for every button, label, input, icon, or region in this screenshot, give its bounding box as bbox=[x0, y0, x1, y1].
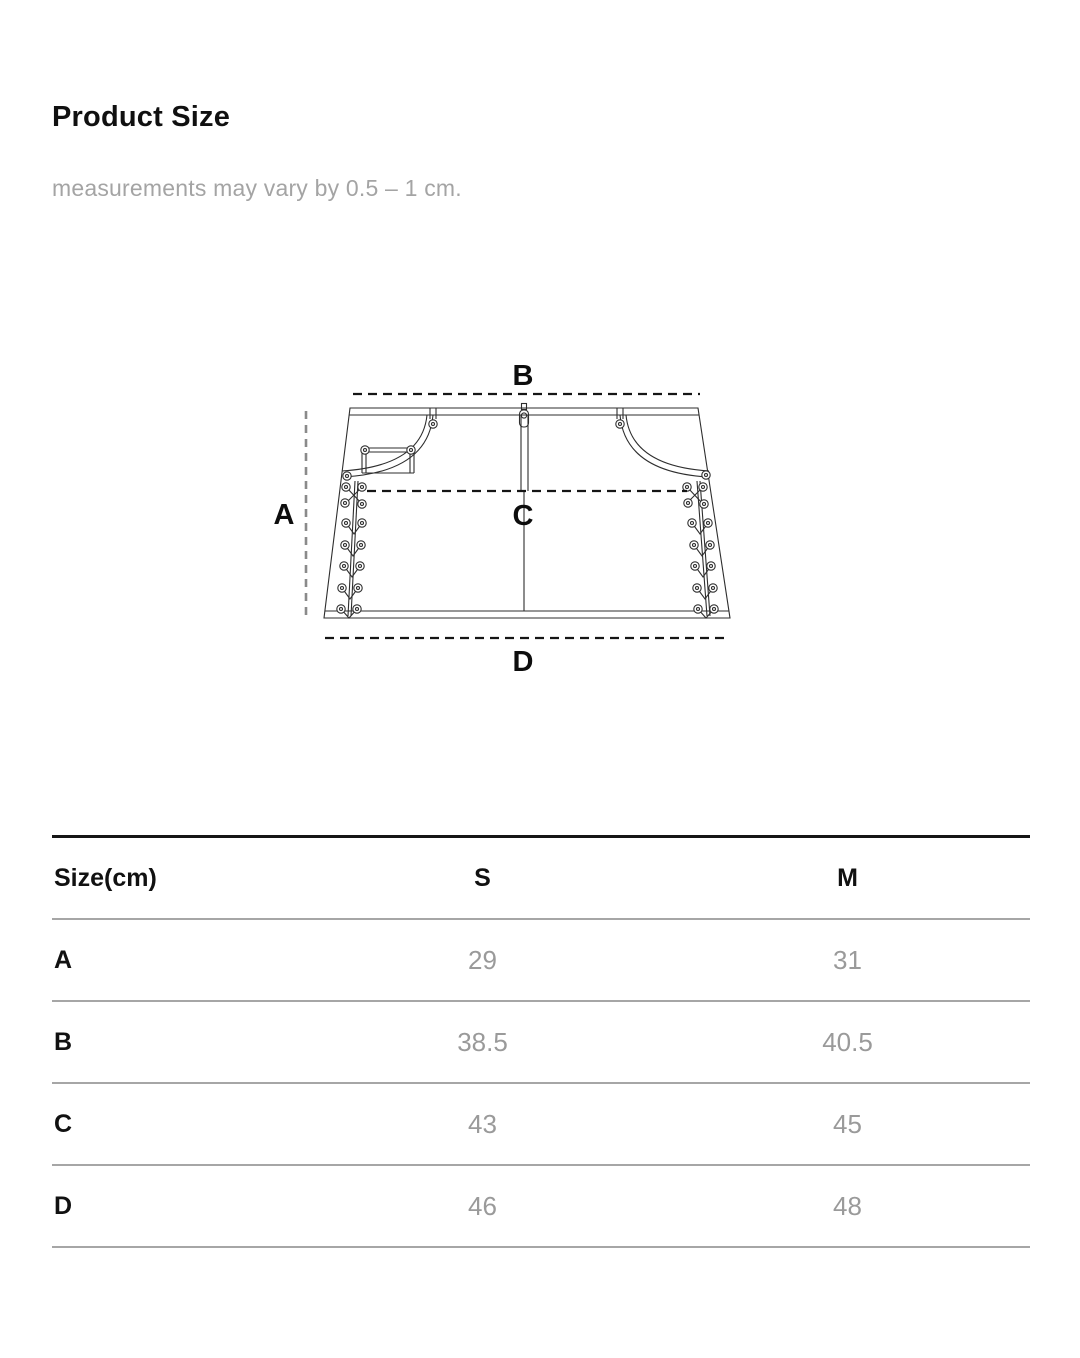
skirt-measurement-diagram bbox=[0, 350, 1080, 690]
measure-label-c: C bbox=[512, 500, 534, 532]
size-table-row-b bbox=[52, 1002, 1030, 1084]
size-table-row-a bbox=[52, 920, 1030, 1002]
value-s: 46 bbox=[468, 1190, 497, 1221]
measure-label-b: B bbox=[512, 360, 534, 392]
zipper bbox=[520, 404, 529, 492]
size-table-row-c bbox=[52, 1084, 1030, 1166]
rivets bbox=[343, 420, 710, 480]
size-table-header-size: Size(cm) bbox=[54, 863, 157, 892]
row-label: B bbox=[54, 1027, 73, 1056]
row-label: D bbox=[54, 1191, 73, 1220]
row-label: C bbox=[54, 1109, 73, 1138]
value-m: 45 bbox=[833, 1108, 862, 1139]
left-lace-up bbox=[337, 481, 366, 618]
value-m: 40.5 bbox=[822, 1026, 873, 1057]
value-s: 29 bbox=[468, 944, 497, 975]
value-m: 48 bbox=[833, 1190, 862, 1221]
size-table bbox=[52, 835, 1030, 1248]
size-table-header-s: S bbox=[474, 863, 491, 892]
value-m: 31 bbox=[833, 944, 862, 975]
page-title: Product Size bbox=[52, 101, 231, 133]
size-table-header-row bbox=[52, 838, 1030, 920]
value-s: 43 bbox=[468, 1108, 497, 1139]
value-s: 38.5 bbox=[457, 1026, 508, 1057]
measure-label-d: D bbox=[512, 646, 534, 678]
row-label: A bbox=[54, 945, 73, 974]
size-table-header-m: M bbox=[837, 863, 858, 892]
right-pocket bbox=[620, 415, 709, 477]
left-pocket bbox=[342, 415, 433, 477]
measurement-note: measurements may vary by 0.5 – 1 cm. bbox=[52, 175, 462, 201]
measure-label-a: A bbox=[273, 499, 295, 531]
size-table-row-d bbox=[52, 1166, 1030, 1248]
right-lace-up bbox=[683, 481, 718, 618]
